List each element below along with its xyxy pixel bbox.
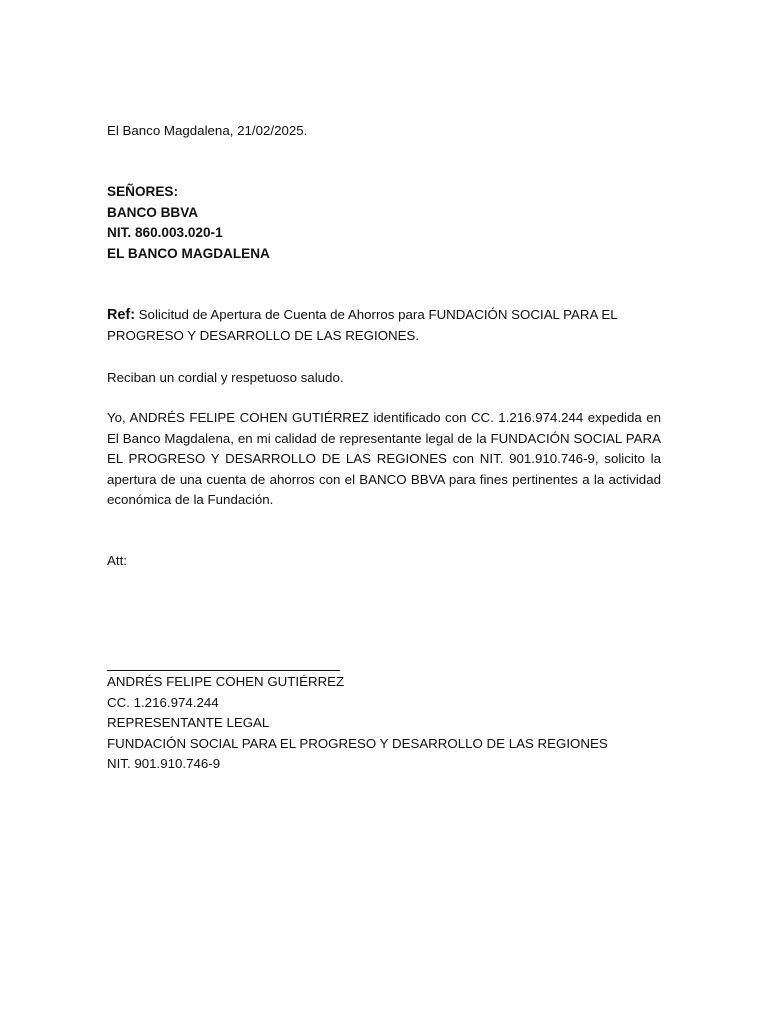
reference-text: Solicitud de Apertura de Cuenta de Ahorros para FUNDACIÓN SOCIAL PARA EL PROGRESO Y DESARROLLO DE LAS REGIONES. xyxy=(107,307,618,343)
reference-paragraph xyxy=(107,305,661,346)
body-paragraph: Yo, ANDRÉS FELIPE COHEN GUTIÉRREZ identificado con CC. 1.216.974.244 expedida en El Banco Magdalena, en mi calidad de representante legal de la FUNDACIÓN SOCIAL PARA EL PROGRESO Y DESARROLLO DE LAS REGIONES con NIT. 901.910.746-9, solicito la apertura de una cuenta de ahorros con el BANCO BBVA para fines pertinentes a la actividad económica de la Fundación. xyxy=(107,410,661,507)
signer-role: REPRESENTANTE LEGAL xyxy=(107,715,270,730)
organization-nit: NIT. 901.910.746-9 xyxy=(107,756,221,771)
closing: Att: xyxy=(107,553,127,568)
signature-block xyxy=(107,672,608,775)
signer-organization: FUNDACIÓN SOCIAL PARA EL PROGRESO Y DESARROLLO DE LAS REGIONES xyxy=(107,735,608,751)
bank-name: BANCO BBVA xyxy=(107,204,199,220)
greeting: Reciban un cordial y respetuoso saludo. xyxy=(107,370,344,385)
signer-name: ANDRÉS FELIPE COHEN GUTIÉRREZ xyxy=(107,674,345,689)
bank-nit: NIT. 860.003.020-1 xyxy=(107,225,223,240)
reference-label: Ref: xyxy=(107,307,135,323)
signer-id: CC. 1.216.974.244 xyxy=(107,694,219,710)
date-line: El Banco Magdalena, 21/02/2025. xyxy=(107,123,308,138)
signature-line xyxy=(107,670,340,671)
addressee-block xyxy=(107,182,270,264)
bank-city: EL BANCO MAGDALENA xyxy=(107,245,270,261)
salutation-header: SEÑORES: xyxy=(107,184,179,199)
